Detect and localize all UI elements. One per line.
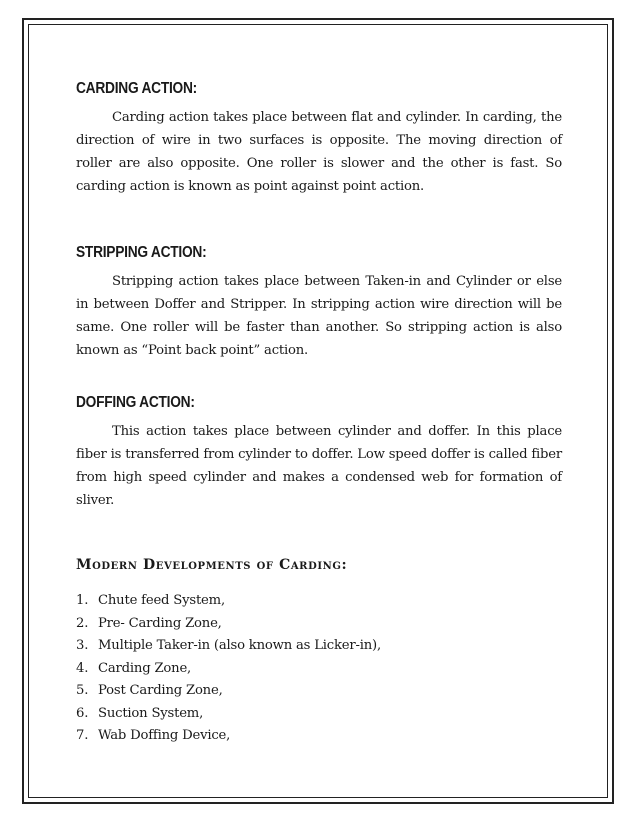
list-item-label: Suction System,: [98, 705, 204, 721]
list-item: [76, 635, 562, 658]
list-item: [76, 680, 562, 703]
section-heading: Modern Developments of Carding:: [76, 557, 348, 573]
section-paragraph: This action takes place between cylinder and doffer. In this place fiber is transferred from cylinder to doffer. Low speed doffer is called fiber from high speed cylinder and makes a condensed web for formation of sliver.: [76, 424, 562, 508]
list-item-label: Carding Zone,: [98, 660, 192, 676]
list-item: [76, 703, 562, 726]
section-paragraph: Carding action takes place between flat and cylinder. In carding, the direction of wire in two surfaces is opposite. The moving direction of roller are also opposite. One roller is slower and the other is fast. So carding action is known as point against point action.: [76, 110, 562, 194]
list-item: [76, 613, 562, 636]
section-paragraph: Stripping action takes place between Taken-in and Cylinder or else in between Doffer and Stripper. In stripping action wire direction will be same. One roller will be faster than another. So stripping action is also known as “Point back point” action.: [76, 274, 562, 358]
list-item-number: 2.: [76, 615, 89, 631]
list-item-label: Multiple Taker-in (also known as Licker-in),: [98, 638, 381, 653]
list-item-number: 3.: [76, 638, 89, 653]
list-item-label: Chute feed System,: [98, 593, 225, 608]
list-item: [76, 590, 562, 613]
developments-list: [76, 590, 562, 748]
section-heading: STRIPPING ACTION:: [76, 244, 207, 261]
list-item-label: Pre- Carding Zone,: [98, 615, 222, 631]
list-item-label: Post Carding Zone,: [98, 683, 223, 698]
list-item-number: 5.: [76, 683, 89, 698]
section-doffing-action: [76, 392, 562, 512]
list-item: [76, 725, 562, 748]
section-heading: DOFFING ACTION:: [76, 394, 195, 411]
list-item: [76, 658, 562, 681]
list-item-number: 6.: [76, 705, 89, 721]
section-modern-developments: [76, 554, 562, 748]
list-item-number: 4.: [76, 660, 89, 676]
section-heading: CARDING ACTION:: [76, 80, 197, 97]
section-stripping-action: [76, 242, 562, 362]
list-item-number: 7.: [76, 728, 89, 743]
list-item-label: Wab Doffing Device,: [98, 728, 231, 743]
list-item-number: 1.: [76, 593, 89, 608]
section-carding-action: [76, 78, 562, 198]
